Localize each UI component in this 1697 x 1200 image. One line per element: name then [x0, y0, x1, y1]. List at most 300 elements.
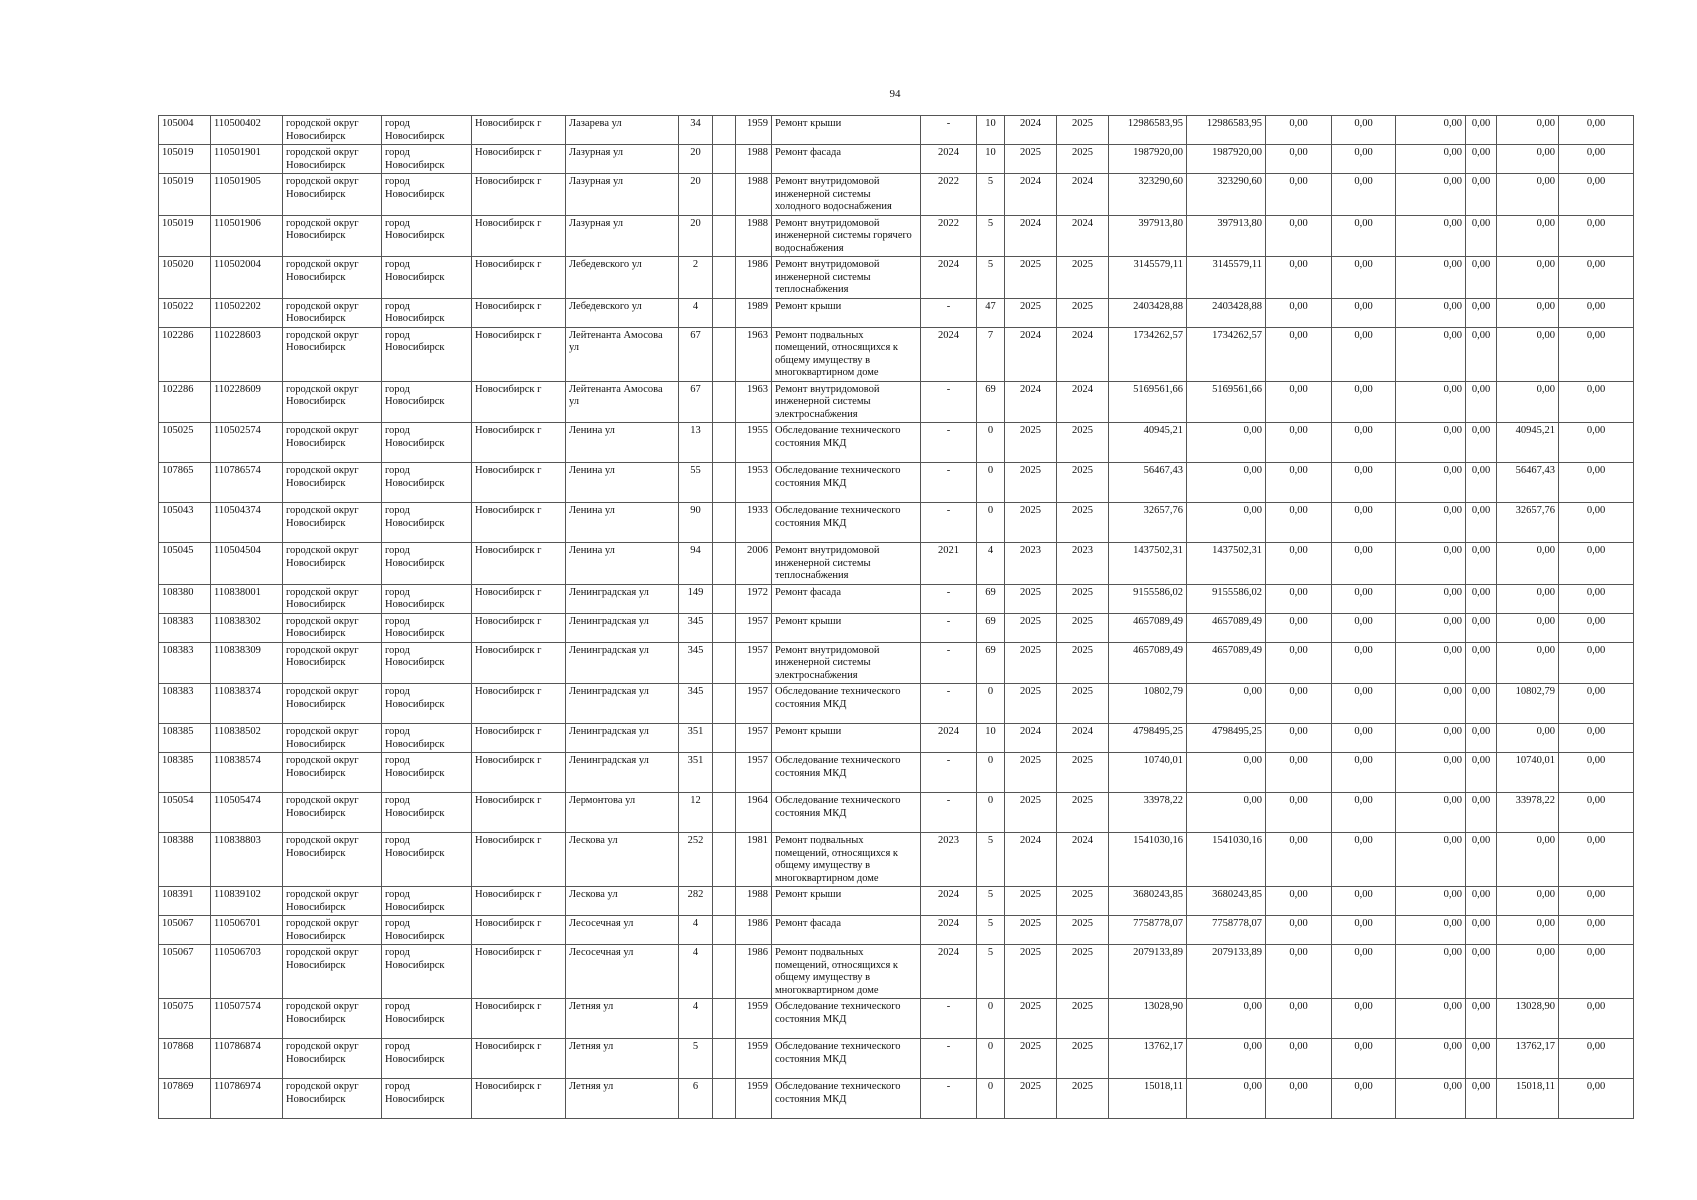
- cell-cost-col-20: 0,00: [1466, 1039, 1497, 1079]
- cell-locality: Новосибирск г: [472, 916, 566, 945]
- cell-build-year: 1986: [736, 257, 772, 299]
- cell-cost-col-19: 0,00: [1396, 999, 1466, 1039]
- cell-locality: Новосибирск г: [472, 753, 566, 793]
- cell-municipality: городской округ Новосибирск: [283, 613, 382, 642]
- cell-settlement: город Новосибирск: [382, 584, 472, 613]
- cell-cost-fund: 1987920,00: [1187, 145, 1266, 174]
- cell-house-number: 20: [679, 174, 713, 216]
- cell-house-number: 67: [679, 327, 713, 381]
- cell-cost-fund: 0,00: [1187, 423, 1266, 463]
- cell-start-year: 2024: [1005, 174, 1057, 216]
- cell-street: Ленинградская ул: [566, 724, 679, 753]
- cell-municipality: городской округ Новосибирск: [283, 257, 382, 299]
- cell-work-id: 110505474: [211, 793, 283, 833]
- cell-house-number: 55: [679, 463, 713, 503]
- cell-street: Ленинградская ул: [566, 613, 679, 642]
- cell-locality: Новосибирск г: [472, 1039, 566, 1079]
- cell-work-id: 110838374: [211, 684, 283, 724]
- cell-build-year: 1953: [736, 463, 772, 503]
- cell-end-year: 2024: [1057, 724, 1109, 753]
- cell-cost-fund: 1437502,31: [1187, 543, 1266, 585]
- cell-cost-col-21: 32657,76: [1497, 503, 1559, 543]
- cell-end-year: 2025: [1057, 1039, 1109, 1079]
- cell-record-id: 105054: [159, 793, 211, 833]
- cell-record-id: 102286: [159, 381, 211, 423]
- cell-house-letter: [713, 724, 736, 753]
- cell-cost-col-17: 0,00: [1266, 724, 1332, 753]
- cell-street: Лесосечная ул: [566, 916, 679, 945]
- cell-cost-col-20: 0,00: [1466, 793, 1497, 833]
- cell-record-id: 105019: [159, 215, 211, 257]
- cell-cost-col-20: 0,00: [1466, 684, 1497, 724]
- cell-cost-col-20: 0,00: [1466, 145, 1497, 174]
- table-row: [159, 613, 1634, 642]
- cell-house-letter: [713, 684, 736, 724]
- cell-cost-col-18: 0,00: [1332, 463, 1396, 503]
- cell-cost-col-21: 13762,17: [1497, 1039, 1559, 1079]
- cell-start-year: 2025: [1005, 753, 1057, 793]
- cell-planned-year: -: [921, 584, 977, 613]
- cell-cost-col-18: 0,00: [1332, 887, 1396, 916]
- cell-municipality: городской округ Новосибирск: [283, 724, 382, 753]
- cell-house-letter: [713, 423, 736, 463]
- table-row: [159, 423, 1634, 463]
- cell-work-type: Обследование технического состояния МКД: [772, 1079, 921, 1119]
- cell-house-number: 4: [679, 916, 713, 945]
- cell-cost-col-20: 0,00: [1466, 833, 1497, 887]
- cell-total-cost: 32657,76: [1109, 503, 1187, 543]
- cell-house-number: 4: [679, 298, 713, 327]
- cell-record-id: 105020: [159, 257, 211, 299]
- cell-house-letter: [713, 916, 736, 945]
- cell-cost-fund: 0,00: [1187, 1039, 1266, 1079]
- cell-planned-year: 2024: [921, 887, 977, 916]
- cell-planned-year: 2021: [921, 543, 977, 585]
- cell-total-cost: 2403428,88: [1109, 298, 1187, 327]
- cell-house-letter: [713, 1079, 736, 1119]
- cell-record-id: 108385: [159, 724, 211, 753]
- cell-cost-col-20: 0,00: [1466, 503, 1497, 543]
- cell-planned-year: 2023: [921, 833, 977, 887]
- cell-build-year: 1963: [736, 327, 772, 381]
- cell-cost-fund: 5169561,66: [1187, 381, 1266, 423]
- cell-work-type: Ремонт фасада: [772, 584, 921, 613]
- cell-cost-fund: 4657089,49: [1187, 642, 1266, 684]
- cell-cost-col-22: 0,00: [1559, 145, 1634, 174]
- cell-start-year: 2025: [1005, 145, 1057, 174]
- cell-total-cost: 1541030,16: [1109, 833, 1187, 887]
- cell-start-year: 2025: [1005, 463, 1057, 503]
- cell-cost-col-21: 10740,01: [1497, 753, 1559, 793]
- cell-wear-percent: 0: [977, 1079, 1005, 1119]
- cell-end-year: 2025: [1057, 503, 1109, 543]
- cell-build-year: 1988: [736, 887, 772, 916]
- cell-locality: Новосибирск г: [472, 887, 566, 916]
- cell-work-id: 110838302: [211, 613, 283, 642]
- table-row: [159, 174, 1634, 216]
- cell-locality: Новосибирск г: [472, 724, 566, 753]
- cell-total-cost: 4798495,25: [1109, 724, 1187, 753]
- cell-cost-fund: 0,00: [1187, 999, 1266, 1039]
- cell-cost-col-17: 0,00: [1266, 257, 1332, 299]
- cell-house-number: 13: [679, 423, 713, 463]
- cell-cost-col-22: 0,00: [1559, 833, 1634, 887]
- cell-cost-fund: 0,00: [1187, 1079, 1266, 1119]
- cell-work-id: 110504374: [211, 503, 283, 543]
- cell-planned-year: 2024: [921, 916, 977, 945]
- cell-planned-year: 2024: [921, 257, 977, 299]
- cell-record-id: 105067: [159, 916, 211, 945]
- cell-start-year: 2024: [1005, 215, 1057, 257]
- cell-cost-col-21: 56467,43: [1497, 463, 1559, 503]
- cell-cost-col-17: 0,00: [1266, 999, 1332, 1039]
- cell-locality: Новосибирск г: [472, 833, 566, 887]
- cell-planned-year: -: [921, 642, 977, 684]
- cell-street: Летняя ул: [566, 1079, 679, 1119]
- cell-work-type: Ремонт внутридомовой инженерной системы холодного водоснабжения: [772, 174, 921, 216]
- cell-cost-col-19: 0,00: [1396, 584, 1466, 613]
- cell-end-year: 2024: [1057, 381, 1109, 423]
- cell-planned-year: -: [921, 116, 977, 145]
- cell-end-year: 2025: [1057, 945, 1109, 999]
- cell-house-number: 20: [679, 215, 713, 257]
- cell-cost-col-21: 0,00: [1497, 543, 1559, 585]
- cell-cost-col-17: 0,00: [1266, 215, 1332, 257]
- cell-cost-col-19: 0,00: [1396, 724, 1466, 753]
- cell-cost-col-20: 0,00: [1466, 584, 1497, 613]
- cell-cost-col-22: 0,00: [1559, 793, 1634, 833]
- cell-cost-col-21: 0,00: [1497, 916, 1559, 945]
- cell-work-type: Ремонт крыши: [772, 613, 921, 642]
- cell-cost-col-18: 0,00: [1332, 257, 1396, 299]
- cell-work-type: Ремонт фасада: [772, 145, 921, 174]
- cell-total-cost: 3680243,85: [1109, 887, 1187, 916]
- cell-cost-col-18: 0,00: [1332, 215, 1396, 257]
- cell-cost-col-18: 0,00: [1332, 423, 1396, 463]
- cell-build-year: 1988: [736, 215, 772, 257]
- cell-planned-year: -: [921, 999, 977, 1039]
- cell-work-id: 110502574: [211, 423, 283, 463]
- cell-start-year: 2025: [1005, 642, 1057, 684]
- cell-end-year: 2025: [1057, 887, 1109, 916]
- cell-work-id: 110501906: [211, 215, 283, 257]
- cell-build-year: 1986: [736, 916, 772, 945]
- cell-house-letter: [713, 999, 736, 1039]
- cell-municipality: городской округ Новосибирск: [283, 999, 382, 1039]
- cell-work-id: 110838309: [211, 642, 283, 684]
- cell-street: Ленинградская ул: [566, 584, 679, 613]
- cell-start-year: 2025: [1005, 916, 1057, 945]
- cell-house-letter: [713, 642, 736, 684]
- cell-end-year: 2025: [1057, 613, 1109, 642]
- cell-municipality: городской округ Новосибирск: [283, 381, 382, 423]
- cell-cost-col-21: 0,00: [1497, 215, 1559, 257]
- cell-work-type: Ремонт подвальных помещений, относящихся к общему имуществу в многоквартирном доме: [772, 833, 921, 887]
- cell-planned-year: 2024: [921, 145, 977, 174]
- cell-cost-col-22: 0,00: [1559, 753, 1634, 793]
- cell-cost-col-17: 0,00: [1266, 1039, 1332, 1079]
- cell-cost-col-17: 0,00: [1266, 327, 1332, 381]
- cell-cost-col-18: 0,00: [1332, 381, 1396, 423]
- cell-work-type: Ремонт подвальных помещений, относящихся к общему имуществу в многоквартирном доме: [772, 327, 921, 381]
- cell-cost-col-18: 0,00: [1332, 298, 1396, 327]
- cell-cost-fund: 1734262,57: [1187, 327, 1266, 381]
- cell-cost-col-21: 40945,21: [1497, 423, 1559, 463]
- cell-house-number: 345: [679, 613, 713, 642]
- cell-start-year: 2025: [1005, 999, 1057, 1039]
- cell-planned-year: -: [921, 684, 977, 724]
- cell-start-year: 2025: [1005, 793, 1057, 833]
- cell-planned-year: -: [921, 423, 977, 463]
- cell-cost-col-22: 0,00: [1559, 1079, 1634, 1119]
- cell-record-id: 105067: [159, 945, 211, 999]
- cell-record-id: 108383: [159, 613, 211, 642]
- cell-work-id: 110506703: [211, 945, 283, 999]
- cell-cost-col-22: 0,00: [1559, 684, 1634, 724]
- cell-work-id: 110786574: [211, 463, 283, 503]
- cell-end-year: 2024: [1057, 327, 1109, 381]
- cell-cost-col-17: 0,00: [1266, 945, 1332, 999]
- cell-total-cost: 2079133,89: [1109, 945, 1187, 999]
- cell-house-letter: [713, 381, 736, 423]
- cell-street: Лазурная ул: [566, 174, 679, 216]
- cell-wear-percent: 5: [977, 887, 1005, 916]
- cell-build-year: 1957: [736, 613, 772, 642]
- cell-end-year: 2024: [1057, 174, 1109, 216]
- cell-locality: Новосибирск г: [472, 381, 566, 423]
- cell-cost-col-22: 0,00: [1559, 887, 1634, 916]
- cell-cost-col-20: 0,00: [1466, 724, 1497, 753]
- cell-cost-col-22: 0,00: [1559, 642, 1634, 684]
- cell-municipality: городской округ Новосибирск: [283, 543, 382, 585]
- cell-cost-col-22: 0,00: [1559, 174, 1634, 216]
- cell-municipality: городской округ Новосибирск: [283, 463, 382, 503]
- cell-settlement: город Новосибирск: [382, 257, 472, 299]
- cell-cost-col-20: 0,00: [1466, 381, 1497, 423]
- cell-house-letter: [713, 116, 736, 145]
- cell-planned-year: -: [921, 503, 977, 543]
- repair-program-table: [158, 115, 1634, 1119]
- table-row: [159, 753, 1634, 793]
- cell-settlement: город Новосибирск: [382, 116, 472, 145]
- cell-locality: Новосибирск г: [472, 215, 566, 257]
- cell-cost-col-17: 0,00: [1266, 463, 1332, 503]
- cell-build-year: 1959: [736, 116, 772, 145]
- cell-cost-col-17: 0,00: [1266, 145, 1332, 174]
- cell-cost-fund: 3680243,85: [1187, 887, 1266, 916]
- cell-cost-col-21: 0,00: [1497, 298, 1559, 327]
- cell-cost-col-22: 0,00: [1559, 503, 1634, 543]
- cell-settlement: город Новосибирск: [382, 793, 472, 833]
- cell-work-type: Ремонт внутридомовой инженерной системы горячего водоснабжения: [772, 215, 921, 257]
- cell-record-id: 102286: [159, 327, 211, 381]
- page-number: 94: [889, 88, 901, 100]
- cell-cost-col-18: 0,00: [1332, 1079, 1396, 1119]
- cell-cost-fund: 3145579,11: [1187, 257, 1266, 299]
- cell-build-year: 1959: [736, 1039, 772, 1079]
- cell-municipality: городской округ Новосибирск: [283, 298, 382, 327]
- cell-start-year: 2024: [1005, 833, 1057, 887]
- cell-cost-col-20: 0,00: [1466, 887, 1497, 916]
- cell-start-year: 2025: [1005, 584, 1057, 613]
- cell-work-type: Ремонт фасада: [772, 916, 921, 945]
- cell-work-id: 110502004: [211, 257, 283, 299]
- cell-cost-col-19: 0,00: [1396, 381, 1466, 423]
- cell-settlement: город Новосибирск: [382, 298, 472, 327]
- cell-total-cost: 40945,21: [1109, 423, 1187, 463]
- cell-total-cost: 323290,60: [1109, 174, 1187, 216]
- cell-cost-col-18: 0,00: [1332, 999, 1396, 1039]
- table-row: [159, 215, 1634, 257]
- cell-build-year: 1955: [736, 423, 772, 463]
- cell-cost-col-22: 0,00: [1559, 945, 1634, 999]
- cell-cost-fund: 0,00: [1187, 463, 1266, 503]
- cell-cost-col-18: 0,00: [1332, 145, 1396, 174]
- cell-municipality: городской округ Новосибирск: [283, 327, 382, 381]
- cell-cost-col-21: 0,00: [1497, 257, 1559, 299]
- table-row: [159, 145, 1634, 174]
- cell-work-id: 110506701: [211, 916, 283, 945]
- cell-municipality: городской округ Новосибирск: [283, 423, 382, 463]
- table-row: [159, 116, 1634, 145]
- cell-cost-col-21: 0,00: [1497, 833, 1559, 887]
- cell-record-id: 108380: [159, 584, 211, 613]
- cell-total-cost: 10740,01: [1109, 753, 1187, 793]
- cell-cost-col-18: 0,00: [1332, 916, 1396, 945]
- cell-planned-year: -: [921, 298, 977, 327]
- cell-wear-percent: 5: [977, 945, 1005, 999]
- cell-start-year: 2025: [1005, 503, 1057, 543]
- cell-settlement: город Новосибирск: [382, 613, 472, 642]
- cell-total-cost: 4657089,49: [1109, 613, 1187, 642]
- cell-municipality: городской округ Новосибирск: [283, 945, 382, 999]
- cell-cost-col-20: 0,00: [1466, 916, 1497, 945]
- cell-work-type: Обследование технического состояния МКД: [772, 463, 921, 503]
- cell-street: Лесосечная ул: [566, 945, 679, 999]
- cell-cost-col-21: 13028,90: [1497, 999, 1559, 1039]
- cell-build-year: 1957: [736, 684, 772, 724]
- cell-settlement: город Новосибирск: [382, 145, 472, 174]
- cell-street: Лазурная ул: [566, 215, 679, 257]
- cell-end-year: 2025: [1057, 753, 1109, 793]
- cell-cost-col-21: 0,00: [1497, 584, 1559, 613]
- cell-cost-col-20: 0,00: [1466, 613, 1497, 642]
- cell-total-cost: 15018,11: [1109, 1079, 1187, 1119]
- cell-cost-col-18: 0,00: [1332, 684, 1396, 724]
- cell-wear-percent: 69: [977, 613, 1005, 642]
- cell-locality: Новосибирск г: [472, 543, 566, 585]
- cell-house-number: 4: [679, 945, 713, 999]
- cell-cost-fund: 323290,60: [1187, 174, 1266, 216]
- cell-end-year: 2025: [1057, 642, 1109, 684]
- cell-house-number: 282: [679, 887, 713, 916]
- cell-start-year: 2024: [1005, 327, 1057, 381]
- cell-municipality: городской округ Новосибирск: [283, 916, 382, 945]
- cell-start-year: 2025: [1005, 684, 1057, 724]
- cell-house-number: 149: [679, 584, 713, 613]
- cell-settlement: город Новосибирск: [382, 1039, 472, 1079]
- cell-house-letter: [713, 463, 736, 503]
- cell-cost-col-19: 0,00: [1396, 833, 1466, 887]
- cell-municipality: городской округ Новосибирск: [283, 215, 382, 257]
- cell-cost-col-18: 0,00: [1332, 793, 1396, 833]
- cell-cost-col-22: 0,00: [1559, 327, 1634, 381]
- cell-build-year: 2006: [736, 543, 772, 585]
- cell-cost-fund: 0,00: [1187, 753, 1266, 793]
- cell-cost-col-18: 0,00: [1332, 116, 1396, 145]
- cell-total-cost: 7758778,07: [1109, 916, 1187, 945]
- cell-cost-col-17: 0,00: [1266, 298, 1332, 327]
- cell-municipality: городской округ Новосибирск: [283, 642, 382, 684]
- cell-street: Ленина ул: [566, 543, 679, 585]
- cell-cost-col-20: 0,00: [1466, 257, 1497, 299]
- cell-record-id: 108385: [159, 753, 211, 793]
- cell-cost-col-22: 0,00: [1559, 116, 1634, 145]
- cell-cost-col-19: 0,00: [1396, 642, 1466, 684]
- cell-cost-col-22: 0,00: [1559, 298, 1634, 327]
- cell-locality: Новосибирск г: [472, 463, 566, 503]
- cell-locality: Новосибирск г: [472, 423, 566, 463]
- cell-wear-percent: 69: [977, 381, 1005, 423]
- cell-cost-col-19: 0,00: [1396, 174, 1466, 216]
- cell-cost-col-19: 0,00: [1396, 793, 1466, 833]
- cell-planned-year: -: [921, 463, 977, 503]
- cell-cost-col-21: 33978,22: [1497, 793, 1559, 833]
- cell-house-letter: [713, 327, 736, 381]
- cell-cost-col-20: 0,00: [1466, 298, 1497, 327]
- cell-cost-fund: 4798495,25: [1187, 724, 1266, 753]
- cell-cost-col-18: 0,00: [1332, 642, 1396, 684]
- cell-cost-col-19: 0,00: [1396, 257, 1466, 299]
- cell-street: Лебедевского ул: [566, 298, 679, 327]
- table-row: [159, 724, 1634, 753]
- cell-work-id: 110786874: [211, 1039, 283, 1079]
- cell-record-id: 105045: [159, 543, 211, 585]
- cell-work-id: 110838803: [211, 833, 283, 887]
- cell-work-id: 110838574: [211, 753, 283, 793]
- cell-street: Лескова ул: [566, 887, 679, 916]
- cell-cost-col-19: 0,00: [1396, 684, 1466, 724]
- cell-house-letter: [713, 1039, 736, 1079]
- cell-planned-year: 2022: [921, 215, 977, 257]
- cell-house-number: 34: [679, 116, 713, 145]
- cell-wear-percent: 0: [977, 999, 1005, 1039]
- cell-work-id: 110500402: [211, 116, 283, 145]
- cell-settlement: город Новосибирск: [382, 543, 472, 585]
- cell-work-type: Обследование технического состояния МКД: [772, 753, 921, 793]
- cell-locality: Новосибирск г: [472, 257, 566, 299]
- cell-cost-col-18: 0,00: [1332, 724, 1396, 753]
- cell-wear-percent: 10: [977, 145, 1005, 174]
- cell-cost-col-22: 0,00: [1559, 543, 1634, 585]
- cell-work-type: Ремонт внутридомовой инженерной системы электроснабжения: [772, 381, 921, 423]
- cell-planned-year: -: [921, 793, 977, 833]
- cell-start-year: 2024: [1005, 381, 1057, 423]
- cell-cost-col-17: 0,00: [1266, 381, 1332, 423]
- cell-house-letter: [713, 793, 736, 833]
- cell-cost-col-19: 0,00: [1396, 945, 1466, 999]
- cell-street: Лазарева ул: [566, 116, 679, 145]
- cell-work-type: Ремонт внутридомовой инженерной системы теплоснабжения: [772, 543, 921, 585]
- cell-cost-col-22: 0,00: [1559, 463, 1634, 503]
- cell-work-type: Обследование технического состояния МКД: [772, 684, 921, 724]
- cell-cost-col-22: 0,00: [1559, 423, 1634, 463]
- cell-street: Ленина ул: [566, 423, 679, 463]
- cell-build-year: 1964: [736, 793, 772, 833]
- cell-locality: Новосибирск г: [472, 1079, 566, 1119]
- cell-build-year: 1989: [736, 298, 772, 327]
- cell-record-id: 108383: [159, 642, 211, 684]
